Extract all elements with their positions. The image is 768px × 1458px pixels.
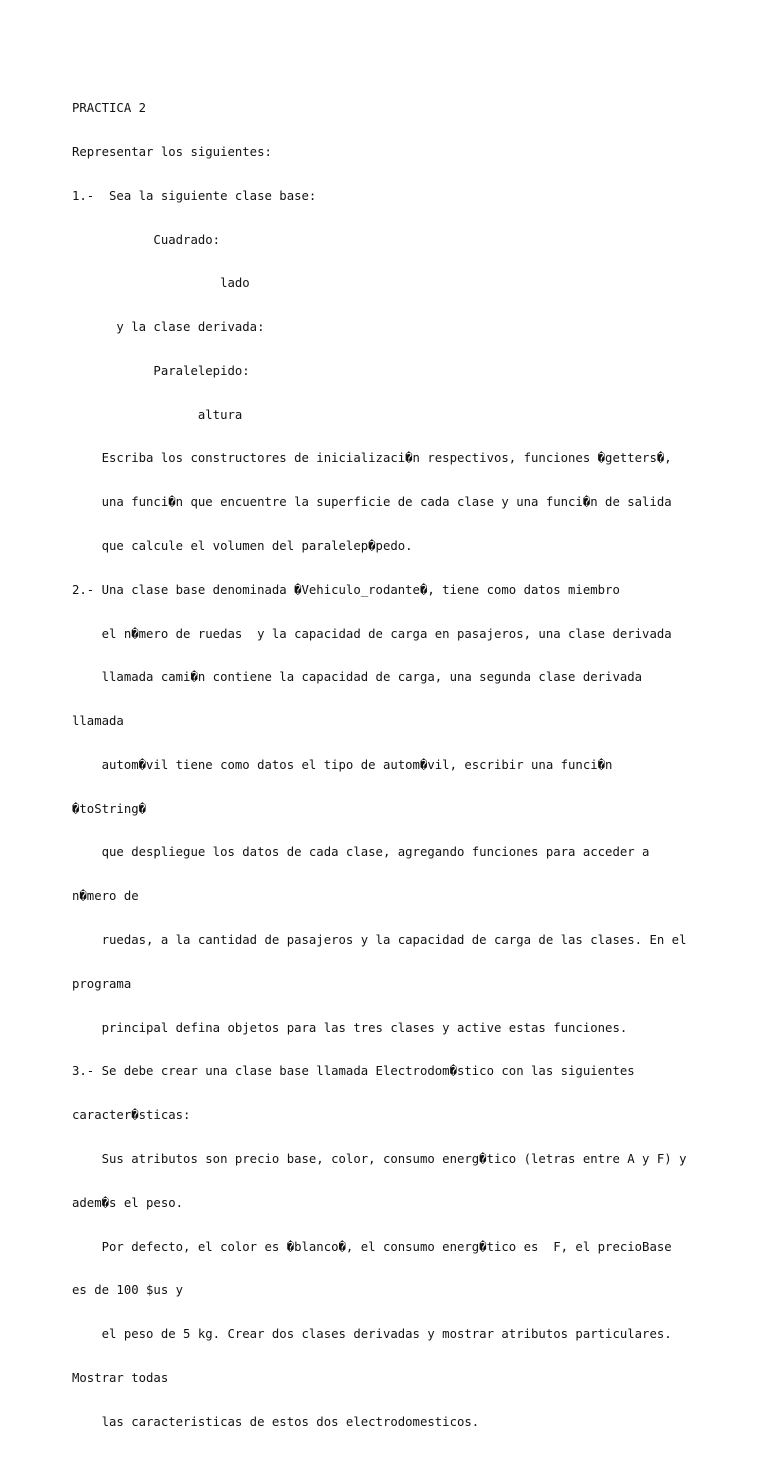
text-line: que despliegue los datos de cada clase, agregando funciones para acceder a — [72, 845, 650, 860]
text-line: adem�s el peso. — [72, 1195, 184, 1210]
text-line: 2.- Una clase base denominada �Vehiculo_rodante�, tiene como datos miembro — [72, 582, 620, 597]
text-line: Cuadrado: — [72, 232, 221, 247]
text-line: autom�vil tiene como datos el tipo de autom�vil, escribir una funci�n — [72, 757, 613, 772]
document-body — [72, 72, 712, 1458]
text-line: �toString� — [72, 801, 147, 816]
text-line: y la clase derivada: — [72, 320, 265, 335]
text-line: caracter�sticas: — [72, 1108, 191, 1123]
text-line: Paralelepido: — [72, 363, 250, 378]
text-line: 3.- Se debe crear una clase base llamada Electrodom�stico con las siguientes — [72, 1064, 635, 1079]
text-line: Representar los siguientes: — [72, 144, 272, 159]
text-line: llamada — [72, 714, 124, 729]
text-line: 1.- Sea la siguiente clase base: — [72, 188, 317, 203]
text-line: Mostrar todas — [72, 1370, 169, 1385]
text-line: lado — [72, 276, 250, 291]
text-line: altura — [72, 407, 243, 422]
text-line: programa — [72, 976, 132, 991]
text-line: las caracteristicas de estos dos electrodomesticos. — [72, 1414, 480, 1429]
text-line: el peso de 5 kg. Crear dos clases derivadas y mostrar atributos particulares. — [72, 1327, 672, 1342]
text-line: es de 100 $us y — [72, 1283, 184, 1298]
text-line: ruedas, a la cantidad de pasajeros y la capacidad de carga de las clases. En el — [72, 933, 687, 948]
text-line: principal defina objetos para las tres clases y active estas funciones. — [72, 1020, 628, 1035]
text-line: una funci�n que encuentre la superficie de cada clase y una funci�n de salida — [72, 495, 672, 510]
text-line: llamada cami�n contiene la capacidad de carga, una segunda clase derivada — [72, 670, 643, 685]
text-line: Sus atributos son precio base, color, consumo energ�tico (letras entre A y F) y — [72, 1151, 687, 1166]
text-line: n�mero de — [72, 889, 139, 904]
text-line: Por defecto, el color es �blanco�, el consumo energ�tico es F, el precioBase — [72, 1239, 672, 1254]
text-line: el n�mero de ruedas y la capacidad de carga en pasajeros, una clase derivada — [72, 626, 672, 641]
text-line: Escriba los constructores de inicializaci�n respectivos, funciones �getters�, — [72, 451, 672, 466]
text-line: PRACTICA 2 — [72, 101, 147, 116]
text-line: que calcule el volumen del paralelep�pedo. — [72, 539, 413, 553]
